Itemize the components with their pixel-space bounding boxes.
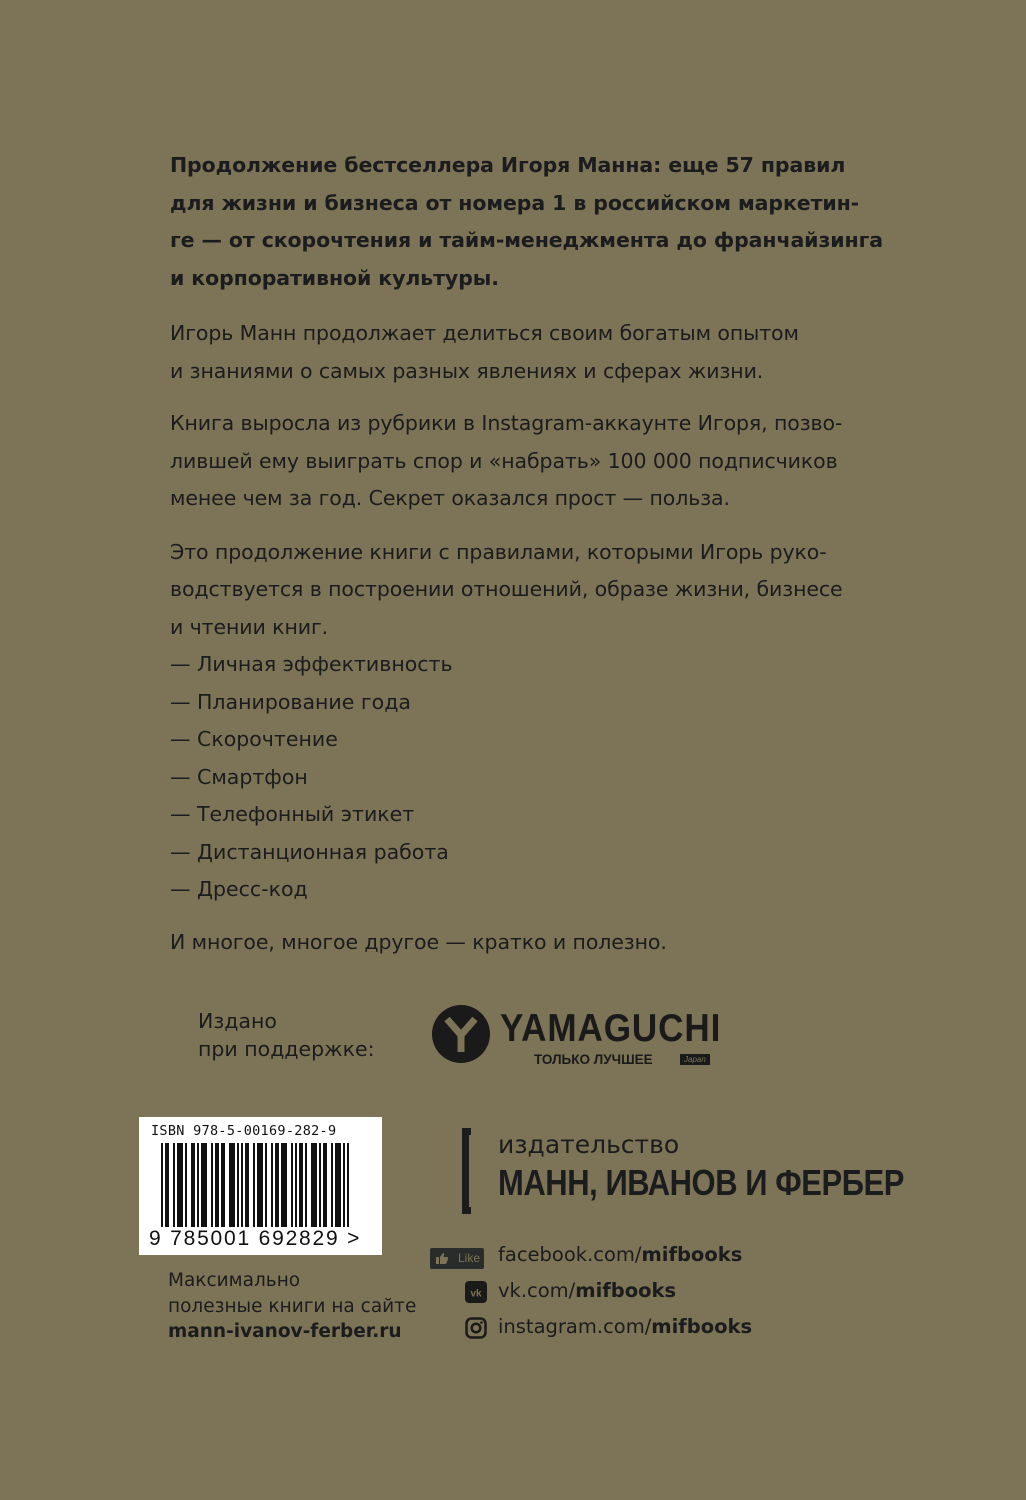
paragraph-line: менее чем за год. Секрет оказался прост — польза. — [170, 486, 730, 510]
lead-line: Продолжение бестселлера Игоря Манна: еще 57 правил — [170, 153, 846, 177]
barcode-bar — [217, 1143, 219, 1227]
barcode-bar — [181, 1143, 183, 1227]
website-link[interactable]: mann-ivanov-ferber.ru — [168, 1321, 402, 1342]
barcode-bar — [173, 1143, 175, 1227]
paragraph-line: лившей ему выиграть спор и «набрать» 100 000 подписчиков — [170, 448, 838, 473]
barcode — [161, 1143, 361, 1227]
yamaguchi-tagline: ТОЛЬКО ЛУЧШЕЕ — [534, 1052, 653, 1067]
barcode-bar — [313, 1143, 315, 1227]
paragraph-line: и чтении книг. — [170, 614, 329, 639]
yamaguchi-logo — [430, 1003, 730, 1073]
barcode-bar — [215, 1143, 217, 1227]
barcode-bar — [343, 1143, 345, 1227]
social-handle: mifbooks — [651, 1315, 753, 1338]
list-item: — Скорочтение — [170, 727, 338, 751]
barcode-bar — [331, 1143, 333, 1227]
barcode-bar — [201, 1143, 203, 1227]
lead-line: для жизни и бизнеса от номера 1 в российском маркетин- — [170, 190, 860, 215]
barcode-bar — [301, 1143, 303, 1227]
yamaguchi-badge: Japan — [680, 1054, 710, 1065]
barcode-bar — [283, 1143, 285, 1227]
paragraph-experience — [170, 315, 870, 390]
list-item: — Телефонный этикет — [170, 802, 415, 826]
yamaguchi-wordmark: YAMAGUCHI — [500, 1007, 722, 1050]
barcode-bar — [231, 1143, 233, 1227]
barcode-bar — [177, 1143, 179, 1227]
barcode-bar — [167, 1143, 169, 1227]
barcode-bar — [277, 1143, 279, 1227]
social-handle: mifbooks — [641, 1243, 743, 1266]
paragraph-instagram — [170, 405, 870, 518]
barcode-bar — [295, 1143, 297, 1227]
paragraph-line: Игорь Манн продолжает делиться своим богатым опытом — [170, 321, 799, 345]
instagram-link[interactable] — [498, 1315, 752, 1338]
support-label — [198, 1007, 375, 1063]
barcode-bar — [325, 1143, 327, 1227]
barcode-bar — [165, 1143, 167, 1227]
vk-link[interactable] — [498, 1279, 676, 1302]
barcode-bar — [261, 1143, 263, 1227]
publisher-logo — [462, 1128, 905, 1218]
barcode-bar — [275, 1143, 277, 1227]
facebook-like-icon — [430, 1248, 484, 1269]
social-domain: facebook.com/ — [498, 1243, 642, 1266]
website-line: полезные книги на сайте — [168, 1295, 417, 1317]
barcode-bar — [347, 1143, 349, 1227]
barcode-bar — [179, 1143, 181, 1227]
barcode-bar — [339, 1143, 341, 1227]
paragraph-line: Это продолжение книги с правилами, которыми Игорь руко- — [170, 539, 827, 564]
isbn-label: ISBN 978-5-00169-282-9 — [151, 1123, 337, 1139]
publisher-name: МАНН, ИВАНОВ И ФЕРБЕР — [498, 1162, 905, 1203]
website-line: Максимально — [168, 1270, 301, 1291]
vk-icon — [465, 1281, 487, 1303]
list-item: — Планирование года — [170, 689, 411, 714]
barcode-bar — [315, 1143, 317, 1227]
paragraph-rules — [170, 534, 870, 647]
website-block — [168, 1268, 416, 1345]
isbn-barcode-box — [139, 1117, 382, 1255]
lead-line: и корпоративной культуры. — [170, 265, 499, 290]
social-domain: instagram.com/ — [498, 1315, 652, 1338]
barcode-bar — [299, 1143, 301, 1227]
instagram-icon — [465, 1317, 487, 1339]
barcode-bar — [229, 1143, 231, 1227]
facebook-link[interactable] — [498, 1243, 742, 1266]
barcode-bar — [291, 1143, 293, 1227]
barcode-bar — [161, 1143, 163, 1227]
paragraph-line: водствуется в построении отношений, образе жизни, бизнесе — [170, 577, 843, 601]
publisher-prefix: издательство — [498, 1130, 680, 1159]
isbn-digits: 9 785001 692829 > — [149, 1227, 362, 1250]
barcode-bar — [237, 1143, 239, 1227]
barcode-bar — [197, 1143, 199, 1227]
barcode-bar — [221, 1143, 223, 1227]
barcode-bar — [285, 1143, 287, 1227]
like-badge-text: Like — [457, 1251, 480, 1265]
barcode-bar — [241, 1143, 243, 1227]
barcode-bar — [335, 1143, 337, 1227]
list-item: — Личная эффективность — [170, 652, 453, 676]
paragraph-line: и знаниями о самых разных явлениях и сферах жизни. — [170, 358, 764, 383]
social-handle: mifbooks — [575, 1279, 677, 1302]
lead-line: ге — от скорочтения и тайм-менеджмента до франчайзинга — [170, 228, 883, 252]
barcode-bar — [185, 1143, 187, 1227]
support-line: при поддержке: — [198, 1037, 375, 1061]
barcode-bar — [265, 1143, 267, 1227]
barcode-bar — [257, 1143, 259, 1227]
annotation-block — [170, 147, 883, 961]
barcode-bar — [323, 1143, 325, 1227]
barcode-bar — [203, 1143, 205, 1227]
closing-line: И многое, многое другое — кратко и полезно. — [170, 929, 667, 954]
thumb-up-icon — [435, 1252, 449, 1265]
barcode-bar — [223, 1143, 225, 1227]
barcode-bar — [211, 1143, 213, 1227]
barcode-bar — [271, 1143, 273, 1227]
barcode-bar — [247, 1143, 249, 1227]
barcode-bar — [253, 1143, 255, 1227]
barcode-bar — [233, 1143, 235, 1227]
barcode-bar — [337, 1143, 339, 1227]
barcode-bar — [311, 1143, 313, 1227]
barcode-bar — [319, 1143, 321, 1227]
bracket-mark — [462, 1128, 471, 1214]
list-item: — Дресс-код — [170, 877, 308, 901]
barcode-bar — [259, 1143, 261, 1227]
svg-text:vk: vk — [470, 1288, 482, 1300]
barcode-bar — [245, 1143, 247, 1227]
barcode-bar — [205, 1143, 207, 1227]
topics-list — [170, 646, 870, 909]
yamaguchi-y-icon — [430, 1003, 492, 1065]
support-line: Издано — [198, 1009, 277, 1033]
barcode-bar — [305, 1143, 307, 1227]
paragraph-line: Книга выросла из рубрики в Instagram-аккаунте Игоря, позво- — [170, 411, 843, 435]
barcode-bar — [191, 1143, 193, 1227]
barcode-bar — [281, 1143, 283, 1227]
barcode-bar — [193, 1143, 195, 1227]
social-domain: vk.com/ — [498, 1279, 576, 1302]
list-item: — Смартфон — [170, 764, 308, 789]
list-item: — Дистанционная работа — [170, 839, 449, 864]
lead-paragraph — [170, 147, 883, 297]
